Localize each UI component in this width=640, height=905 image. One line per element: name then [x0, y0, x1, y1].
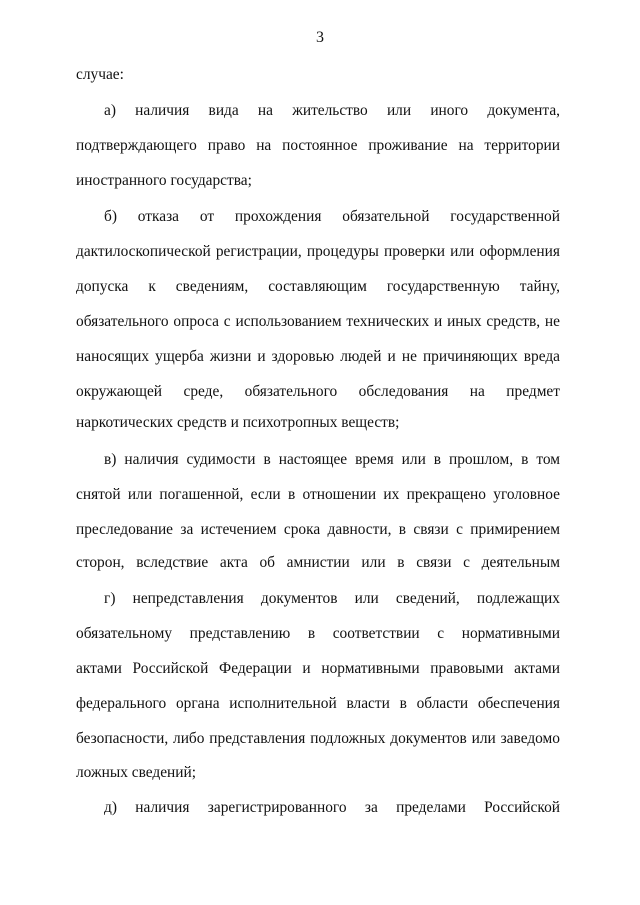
- text-line: снятой или погашенной, если в отношении их прекращено уголовное: [76, 486, 560, 503]
- text-line: актами Российской Федерации и нормативными правовыми актами: [76, 660, 560, 677]
- list-item-a-line: а) наличия вида на жительство или иного документа,: [104, 102, 560, 119]
- text-line: допуска к сведениям, составляющим государственную тайну,: [76, 278, 560, 295]
- text-line: федерального органа исполнительной власти в области обеспечения: [76, 695, 560, 712]
- page-number: 3: [316, 29, 324, 46]
- text-line: обязательного опроса с использованием технических и иных средств, не: [76, 313, 560, 330]
- text-line: наносящих ущерба жизни и здоровью людей и не причиняющих вреда: [76, 348, 560, 365]
- text-line: сторон, вследствие акта об амнистии или в связи с деятельным: [76, 554, 560, 571]
- text-line: ложных сведений;: [76, 764, 197, 781]
- text-line: наркотических средств и психотропных веществ;: [76, 414, 400, 431]
- list-item-g-line: г) непредставления документов или сведений, подлежащих: [104, 590, 560, 607]
- list-item-b-line: б) отказа от прохождения обязательной государственной: [104, 208, 560, 225]
- text-line: безопасности, либо представления подложных документов или заведомо: [76, 730, 560, 747]
- text-line: подтверждающего право на постоянное проживание на территории: [76, 137, 560, 154]
- text-line: случае:: [76, 66, 124, 83]
- text-line: окружающей среде, обязательного обследования на предмет: [76, 383, 560, 400]
- text-line: иностранного государства;: [76, 172, 252, 189]
- text-line: преследование за истечением срока давности, в связи с примирением: [76, 521, 560, 538]
- text-line: дактилоскопической регистрации, процедуры проверки или оформления: [76, 243, 560, 260]
- list-item-v-line: в) наличия судимости в настоящее время или в прошлом, в том: [104, 451, 560, 468]
- list-item-d-line: д) наличия зарегистрированного за пределами Российской: [104, 799, 560, 816]
- text-line: обязательному представлению в соответствии с нормативными: [76, 625, 560, 642]
